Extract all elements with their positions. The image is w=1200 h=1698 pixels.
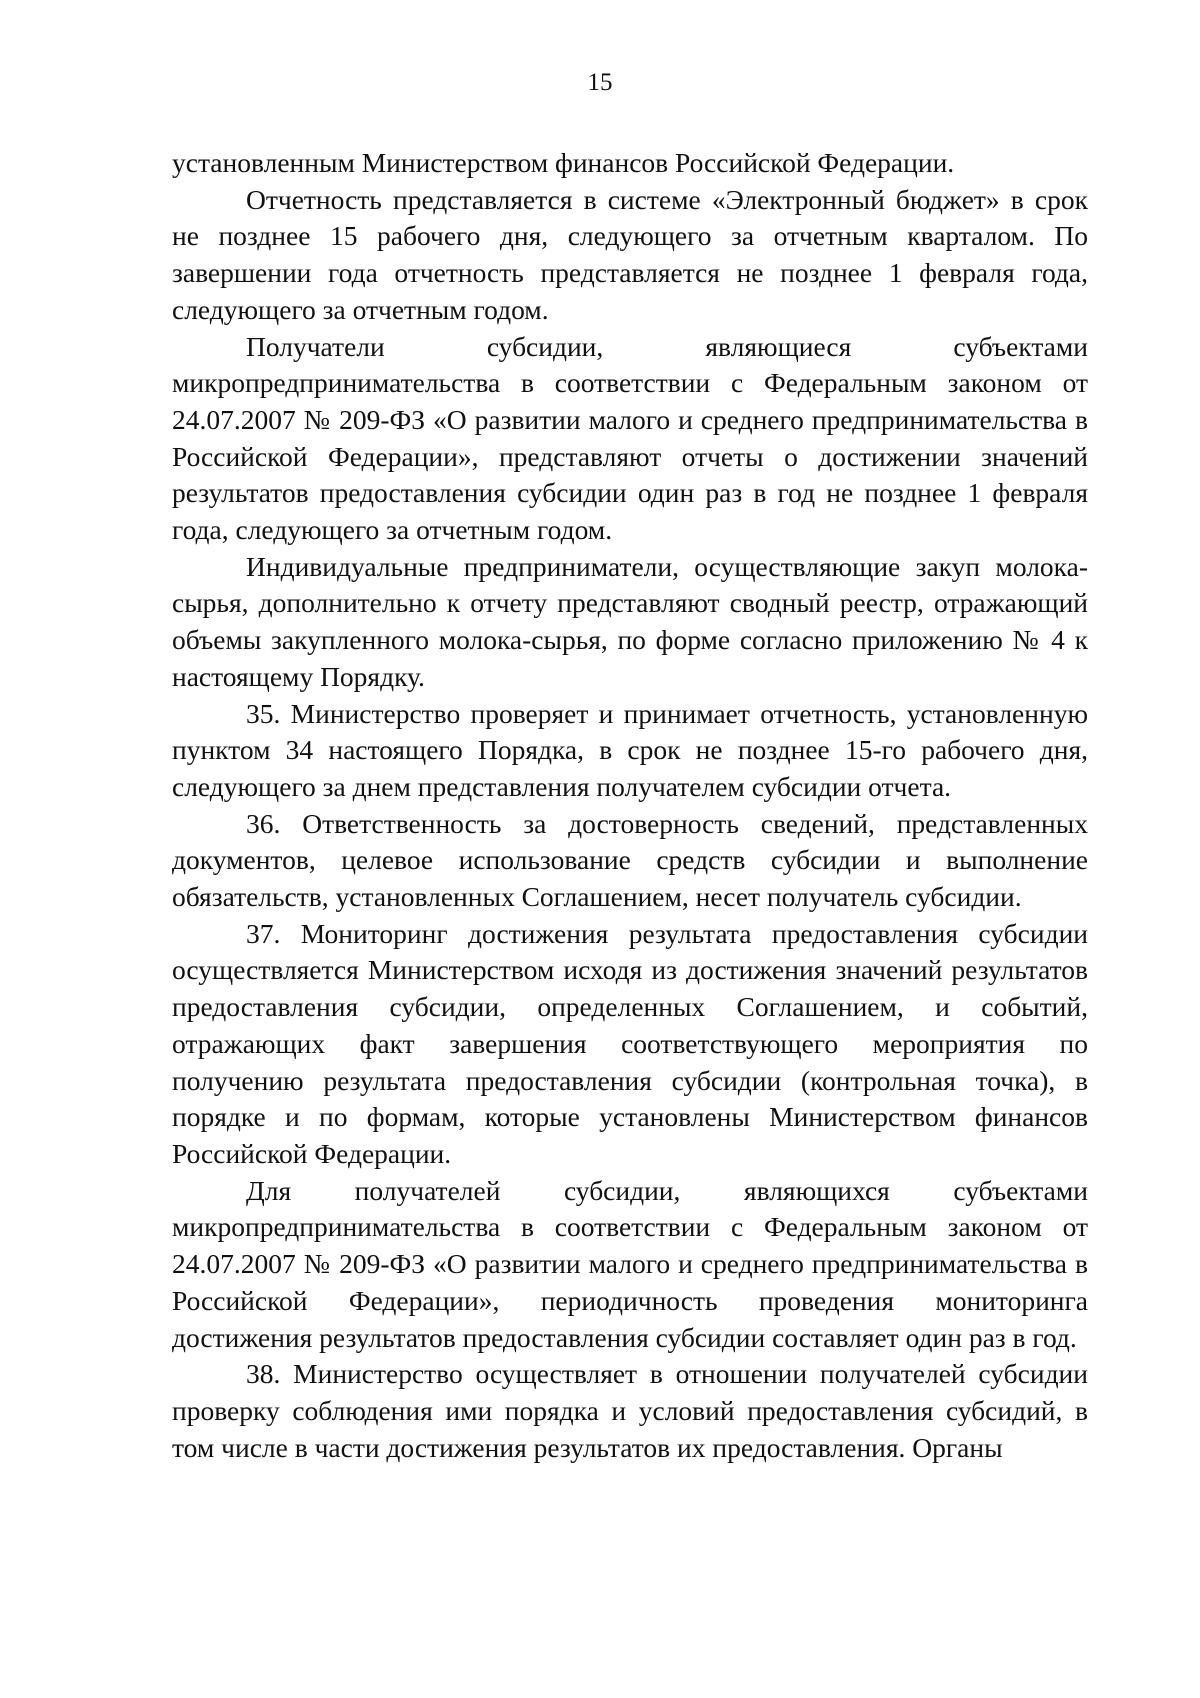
page-number: 15 bbox=[587, 69, 613, 96]
paragraph-monitoring-frequency: Для получателей субсидии, являющихся субъектами микропредпринимательства в соответствии с Федеральным законом от 24.07.2007 № 209-ФЗ «О развитии малого и среднего предпринимательства в Российской Федерации», периодичность проведения мониторинга достижения результатов предоставления субсидии составляет один раз в год. bbox=[172, 1174, 1088, 1353]
document-body bbox=[172, 145, 1088, 1466]
paragraph-reporting-deadline: Отчетность представляется в системе «Электронный бюджет» в срок не позднее 15 рабочего дня, следующего за отчетным кварталом. По завершении года отчетность представляется не позднее 1 февраля года, следующего за отчетным годом. bbox=[172, 183, 1088, 325]
paragraph-item-36: 36. Ответственность за достоверность сведений, представленных документов, целевое использование средств субсидии и выполнение обязательств, установленных Соглашением, несет получатель субсидии. bbox=[172, 807, 1088, 913]
paragraph-item-37: 37. Мониторинг достижения результата предоставления субсидии осуществляется Министерством исходя из достижения значений результатов предоставления субсидии, определенных Соглашением, и событий, отражающих факт завершения соответствующего мероприятия по получению результата предоставления субсидии (контрольная точка), в порядке и по формам, которые установлены Министерством финансов Российской Федерации. bbox=[172, 917, 1088, 1169]
paragraph-item-38: 38. Министерство осуществляет в отношении получателей субсидии проверку соблюдения ими порядка и условий предоставления субсидий, в том числе в части достижения результатов их предоставления. Органы bbox=[172, 1358, 1088, 1463]
paragraph-item-35: 35. Министерство проверяет и принимает отчетность, установленную пунктом 34 настоящего Порядка, в срок не позднее 15-го рабочего дня, следующего за днем представления получателем субсидии отчета. bbox=[172, 697, 1088, 802]
paragraph-continuation: установленным Министерством финансов Российской Федерации. bbox=[172, 147, 955, 178]
paragraph-micro-enterprise-reports: Получатели субсидии, являющиеся субъектами микропредпринимательства в соответствии с Федеральным законом от 24.07.2007 № 209-ФЗ «О развитии малого и среднего предпринимательства в Российской Федерации», представляют отчеты о достижении значений результатов предоставления субсидии один раз в год не позднее 1 февраля года, следующего за отчетным годом. bbox=[172, 330, 1088, 546]
paragraph-milk-purchase-registry: Индивидуальные предприниматели, осуществляющие закуп молока-сырья, дополнительно к отчету представляют сводный реестр, отражающий объемы закупленного молока-сырья, по форме согласно приложению № 4 к настоящему Порядку. bbox=[172, 550, 1088, 692]
